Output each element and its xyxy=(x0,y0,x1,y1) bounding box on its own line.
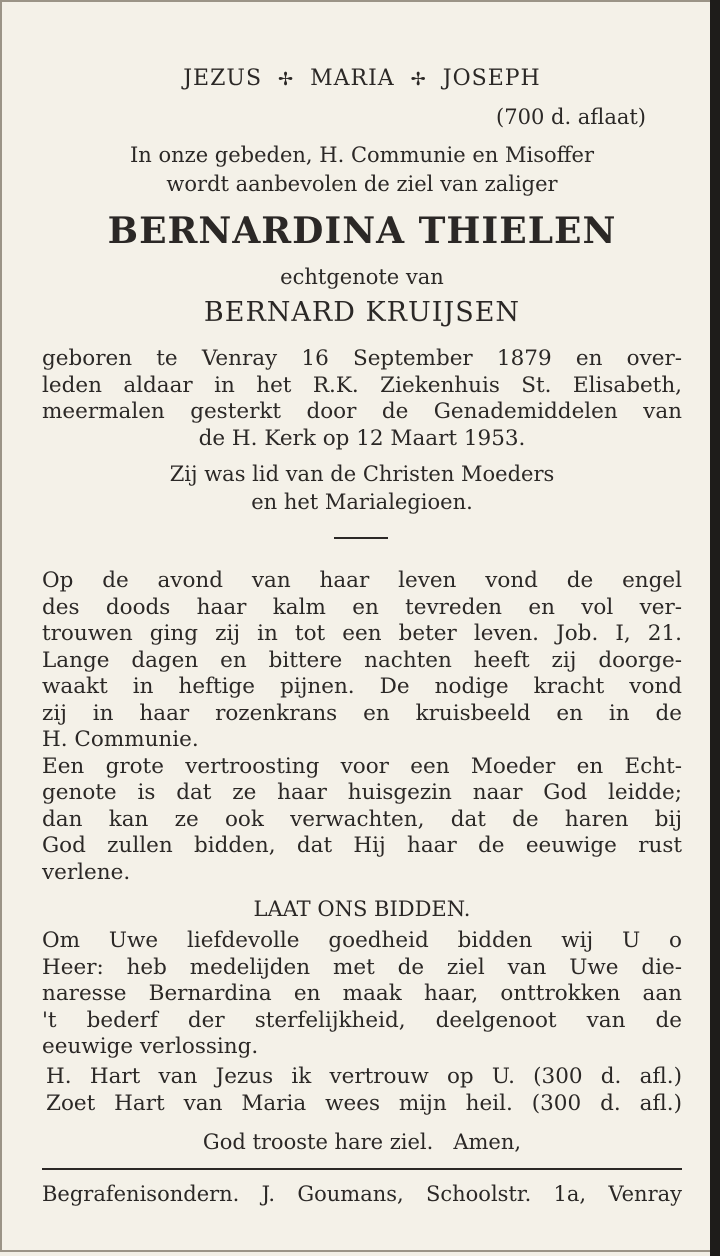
relation-text: echtgenote van xyxy=(280,265,444,289)
meditation-line: des doods haar kalm en tevreden en vol ver- xyxy=(42,594,682,620)
invocations xyxy=(46,1064,682,1117)
meditation-line: H. Communie. xyxy=(42,727,199,752)
prayer-line: naresse Bernardina en maak haar, onttrokken aan xyxy=(42,981,682,1006)
bio-paragraph xyxy=(42,346,682,452)
maria-text: MARIA xyxy=(310,66,395,91)
cross-separator-1: ✢ xyxy=(278,69,295,90)
meditation-paragraph xyxy=(42,568,682,886)
bio-line: geboren te Venray 16 September 1879 en over- xyxy=(42,346,682,371)
meditation-line: zij in haar rozenkrans en kruisbeeld en in de xyxy=(42,700,682,726)
meditation-line: God zullen bidden, dat Hij haar de eeuwige rust xyxy=(42,833,682,858)
joseph-text: JOSEPH xyxy=(442,66,541,91)
prayer-line: 't bederf der sterfelijkheid, deelgenoot van de xyxy=(42,1007,682,1033)
meditation-line: genote is dat ze haar huisgezin naar God leidde; xyxy=(42,780,682,805)
membership-line-2: en het Marialegioen. xyxy=(251,490,473,514)
bio-line: de H. Kerk op 12 Maart 1953. xyxy=(198,425,526,451)
deceased-name: BERNARDINA THIELEN xyxy=(107,210,617,252)
prayer-line: Om Uwe liefdevolle goedheid bidden wij U o xyxy=(42,928,682,953)
membership-line-1: Zij was lid van de Christen Moeders xyxy=(169,462,555,486)
bio-line: meermalen gesterkt door de Genademiddelen van xyxy=(42,399,682,424)
meditation-line: Een grote vertroosting voor een Moeder en Echt- xyxy=(42,753,682,779)
intro-line-2: wordt aanbevolen de ziel van zaliger xyxy=(166,172,558,196)
spouse-name: BERNARD KRUIJSEN xyxy=(203,297,521,328)
prayer-line: eeuwige verlossing. xyxy=(42,1034,259,1059)
meditation-line: waakt in heftige pijnen. De nodige kracht vond xyxy=(42,674,682,699)
cross-separator-2: ✢ xyxy=(410,69,427,90)
holy-names-header xyxy=(2,66,720,91)
indulgence-note: (700 d. aflaat) xyxy=(496,105,646,129)
invocation-line: H. Hart van Jezus ik vertrouw op U. (300 d. afl.) xyxy=(46,1064,682,1089)
meditation-line: Lange dagen en bittere nachten heeft zij doorge- xyxy=(42,647,682,673)
jezus-text: JEZUS xyxy=(183,66,263,91)
prayer-paragraph xyxy=(42,928,682,1061)
card-edge-shadow xyxy=(710,0,720,1256)
invocation-line: Zoet Hart van Maria wees mijn heil. (300 d. afl.) xyxy=(46,1090,682,1116)
meditation-line: verlene. xyxy=(42,859,131,885)
funeral-director-footer: Begrafenisondern. J. Goumans, Schoolstr. 1a, Venray xyxy=(42,1182,682,1206)
closing-line: God trooste hare ziel. Amen, xyxy=(202,1130,522,1154)
meditation-line: Op de avond van haar leven vond de engel xyxy=(42,568,682,593)
meditation-line: dan kan ze ook verwachten, dat de haren bij xyxy=(42,806,682,832)
prayer-line: Heer: heb medelijden met de ziel van Uwe die- xyxy=(42,954,682,980)
intro-line-1: In onze gebeden, H. Communie en Misoffer xyxy=(129,143,595,167)
divider-rule xyxy=(334,537,388,539)
bio-line: leden aldaar in het R.K. Ziekenhuis St. Elisabeth, xyxy=(42,372,682,398)
meditation-line: trouwen ging zij in tot een beter leven. Job. I, 21. xyxy=(42,621,682,646)
footer-rule xyxy=(42,1168,682,1170)
prayer-title: LAAT ONS BIDDEN. xyxy=(253,897,471,921)
